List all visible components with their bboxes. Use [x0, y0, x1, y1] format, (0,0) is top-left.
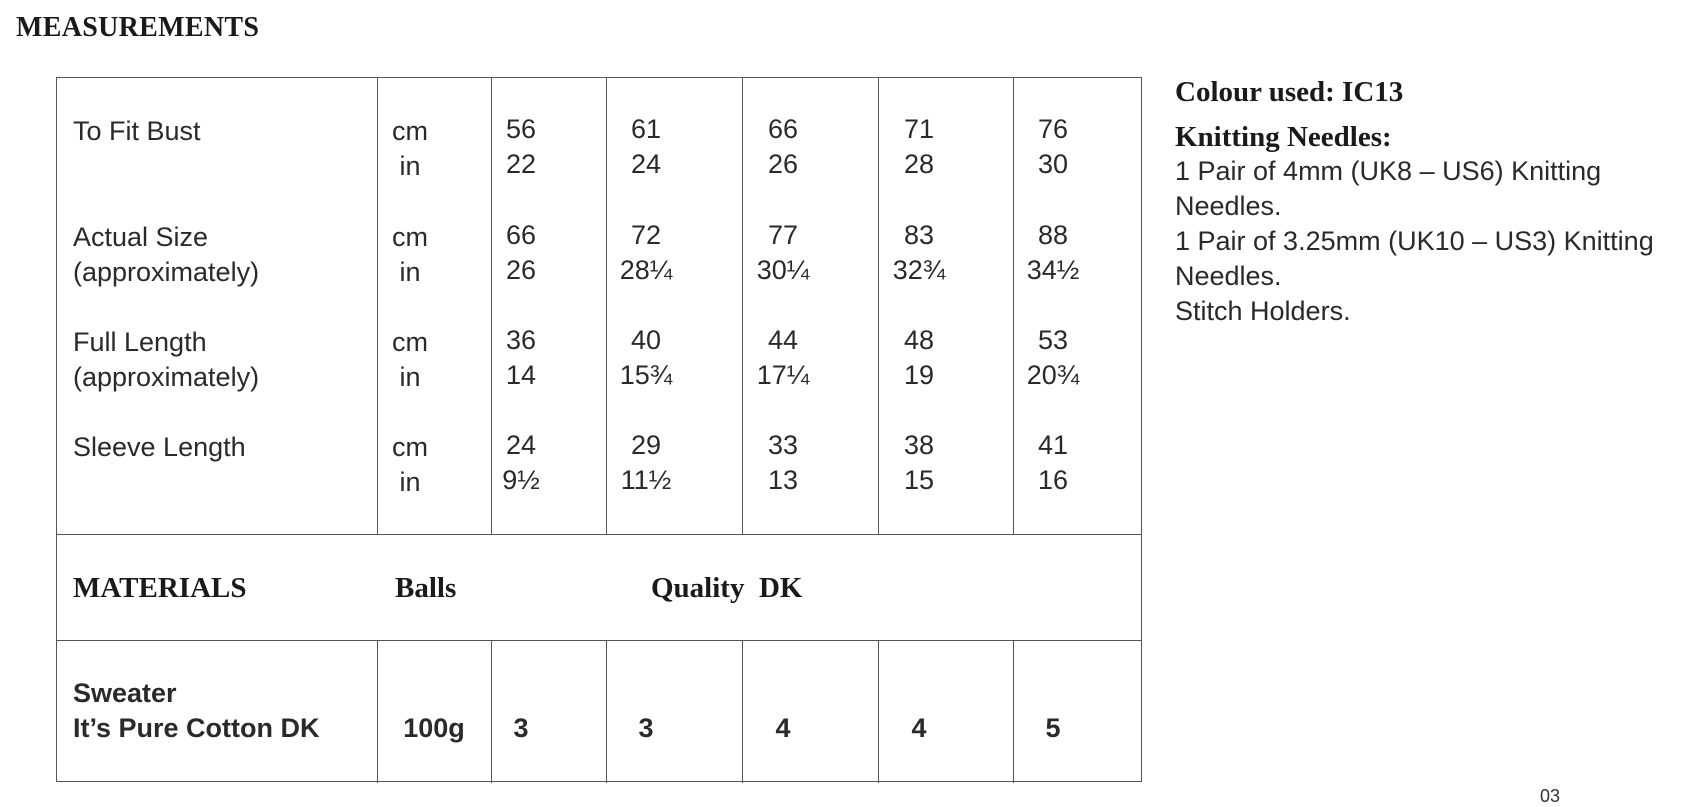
value-cell: 24 9½: [502, 430, 540, 495]
material-weight: 100g: [403, 713, 465, 743]
row-label-full-length: Full Length (approximately): [73, 327, 260, 392]
row-label-sleeve-length: Sleeve Length: [73, 432, 246, 462]
ball-quantity: 3: [638, 713, 654, 743]
value-cell: 29 11½: [620, 430, 672, 495]
page-number: 03: [1540, 786, 1561, 806]
value-cell: 38 15: [903, 430, 935, 495]
unit-cell: cm in: [392, 222, 428, 287]
value-cell: 71 28: [903, 114, 935, 179]
value-cell: 72 28¼: [619, 220, 673, 285]
value-cell: 77 30¼: [756, 220, 810, 285]
value-cell: 48 19: [903, 325, 935, 390]
measurements-table: [56, 77, 1142, 782]
value-cell: 88 34½: [1026, 220, 1080, 285]
material-item-name: Sweater It’s Pure Cotton DK: [73, 678, 320, 743]
colour-used-label: Colour used: IC13: [1175, 76, 1404, 108]
value-cell: 61 24: [630, 114, 662, 179]
row-label-actual-size: Actual Size (approximately): [73, 222, 260, 287]
value-cell: 66 26: [767, 114, 799, 179]
value-cell: 33 13: [767, 430, 799, 495]
unit-cell: cm in: [392, 327, 428, 392]
unit-cell: cm in: [392, 432, 428, 497]
value-cell: 76 30: [1037, 114, 1069, 179]
value-cell: 83 32¾: [892, 220, 946, 285]
page-heading: MEASUREMENTS: [16, 12, 260, 43]
materials-heading: MATERIALS: [73, 572, 247, 604]
unit-cell: cm in: [392, 116, 428, 181]
value-cell: 66 26: [505, 220, 537, 285]
needles-line: Stitch Holders.: [1175, 296, 1351, 326]
knitting-needles-title: Knitting Needles:: [1175, 121, 1392, 153]
row-divider: [57, 640, 1141, 641]
value-cell: 53 20¾: [1026, 325, 1080, 390]
needles-line: 1 Pair of 4mm (UK8 – US6) Knitting: [1175, 156, 1602, 186]
ball-quantity: 3: [513, 713, 529, 743]
ball-quantity: 4: [775, 713, 791, 743]
value-cell: 36 14: [505, 325, 537, 390]
row-label-to-fit-bust: To Fit Bust: [73, 116, 201, 146]
needles-line: 1 Pair of 3.25mm (UK10 – US3) Knitting: [1175, 226, 1654, 256]
row-divider: [57, 534, 1141, 535]
balls-label: Balls: [395, 572, 457, 604]
needles-line: Needles.: [1175, 191, 1282, 221]
needles-line: Needles.: [1175, 261, 1282, 291]
value-cell: 40 15¾: [619, 325, 673, 390]
value-cell: 44 17¼: [756, 325, 810, 390]
ball-quantity: 5: [1045, 713, 1061, 743]
quality-label: Quality DK: [651, 572, 803, 604]
value-cell: 56 22: [505, 114, 537, 179]
ball-quantity: 4: [911, 713, 927, 743]
side-info-panel: [1175, 76, 1695, 329]
value-cell: 41 16: [1037, 430, 1069, 495]
